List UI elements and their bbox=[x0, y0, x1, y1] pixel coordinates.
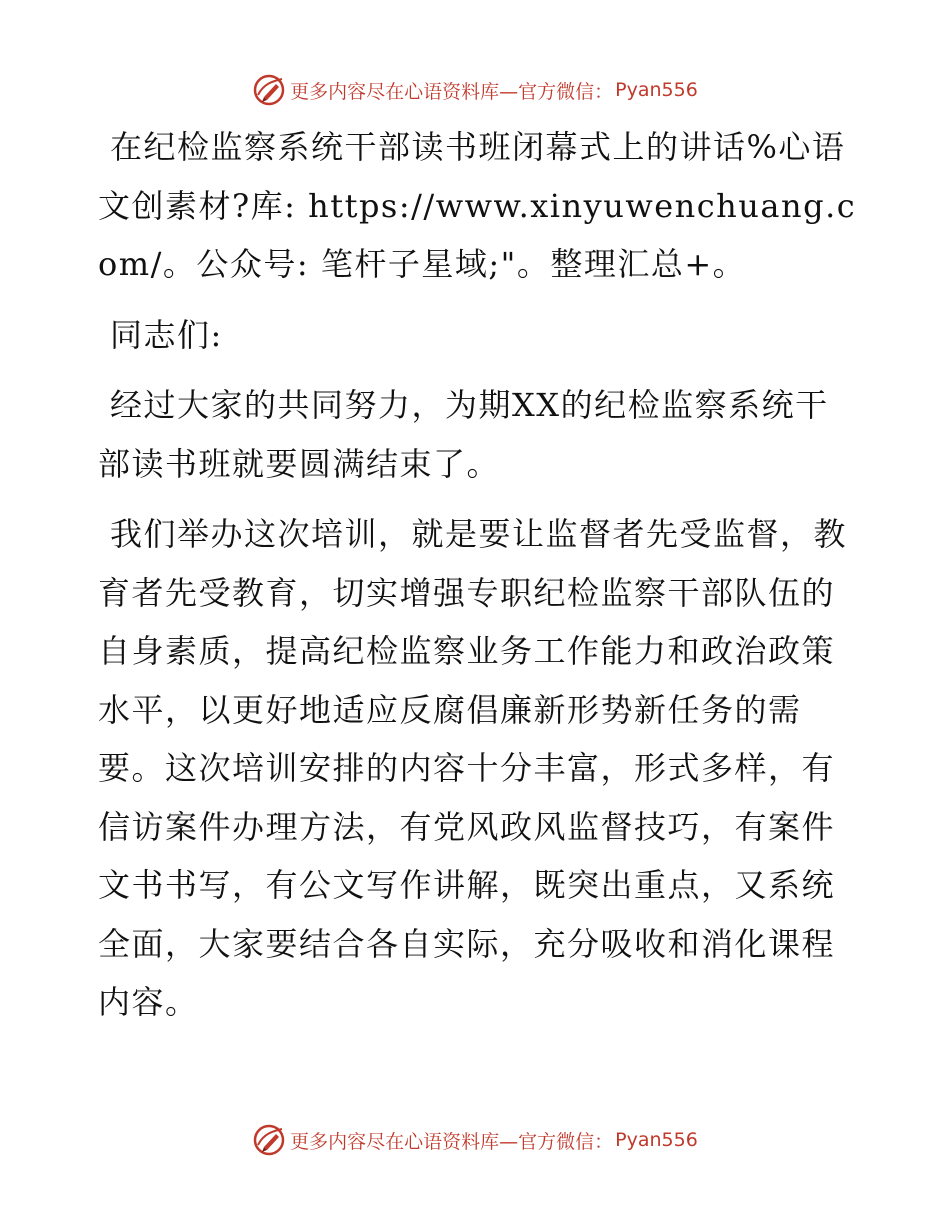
header-watermark bbox=[0, 70, 950, 110]
watermark-text: 更多内容尽在心语资料库—官方微信： bbox=[290, 1130, 614, 1153]
wechat-id: Pyan556 bbox=[615, 1129, 698, 1151]
paragraph-opening: 经过大家的共同努力，为期XX的纪检监察系统干部读书班就要圆满结束了。 bbox=[98, 386, 829, 483]
document-body bbox=[98, 118, 858, 1032]
pen-logo-icon bbox=[252, 73, 286, 107]
watermark-text: 更多内容尽在心语资料库—官方微信： bbox=[290, 80, 614, 103]
footer-watermark bbox=[0, 1120, 950, 1160]
paragraph-body: 我们举办这次培训，就是要让监督者先受监督，教育者先受教育，切实增强专职纪检监察干部队伍的自身素质，提高纪检监察业务工作能力和政治政策水平，以更好地适应反腐倡廉新形势新任务的需要。这次培训安排的内容十分丰富，形式多样，有信访案件办理方法，有党风政风监督技巧，有案件文书书写，有公文写作讲解，既突出重点，又系统全面，大家要结合各自实际，充分吸收和消化课程内容。 bbox=[98, 515, 848, 1021]
pen-logo-icon bbox=[252, 1123, 286, 1157]
wechat-id: Pyan556 bbox=[615, 79, 698, 101]
paragraph-salutation: 同志们: bbox=[110, 315, 223, 354]
paragraph-title: 在纪检监察系统干部读书班闭幕式上的讲话%心语文创素材?库: https://www.xinyuwenchuang.com/。公众号: 笔杆子星域;"。整理汇总+。 bbox=[98, 128, 857, 283]
